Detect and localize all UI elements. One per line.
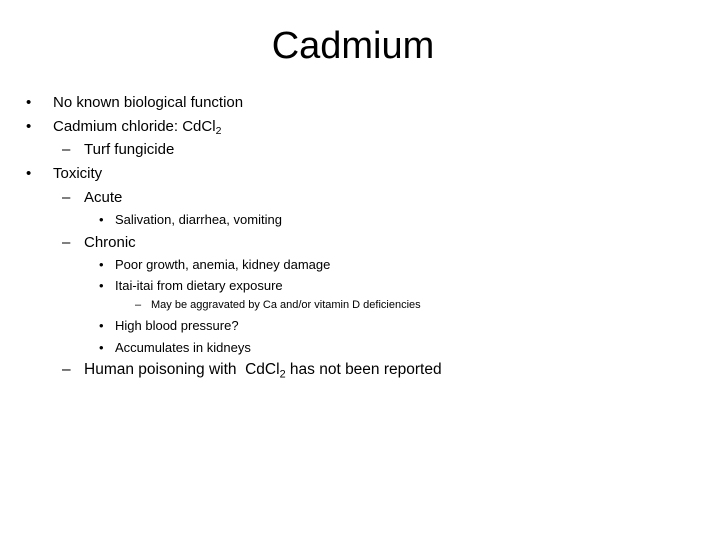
- bullet-dash: –: [62, 141, 71, 158]
- item-aggravated: May be aggravated by Ca and/or vitamin D deficiencies: [151, 299, 421, 311]
- item-blood-pressure: High blood pressure?: [115, 318, 239, 333]
- item-toxicity: Toxicity: [53, 165, 103, 182]
- item-chloride-subscript: 2: [215, 125, 222, 138]
- bullet-dash: –: [62, 189, 71, 206]
- bullet-dot: •: [26, 94, 32, 111]
- bullet-dot: •: [99, 212, 104, 227]
- item-kidneys: Accumulates in kidneys: [115, 340, 251, 355]
- bullet-dash: –: [62, 361, 71, 378]
- item-chronic: Chronic: [84, 234, 136, 251]
- item-acute-symptoms: Salivation, diarrhea, vomiting: [115, 212, 282, 227]
- bullet-dash: –: [62, 234, 71, 251]
- item-acute: Acute: [84, 189, 123, 206]
- bullet-dot: •: [99, 340, 104, 355]
- bullet-dot: •: [26, 165, 32, 182]
- bullet-dot: •: [26, 118, 32, 135]
- item-human-text: Human poisoning with CdCl: [84, 361, 280, 378]
- bullet-dot: •: [99, 257, 104, 272]
- item-chronic-growth: Poor growth, anemia, kidney damage: [115, 257, 331, 272]
- item-function: No known biological function: [53, 94, 244, 111]
- item-human-subscript: 2: [279, 368, 286, 381]
- bullet-dot: •: [99, 278, 104, 293]
- bullet-dash: –: [135, 299, 142, 311]
- item-human-suffix: has not been reported: [285, 361, 442, 378]
- slide-title: Cadmium: [271, 25, 435, 67]
- item-itai: Itai-itai from dietary exposure: [115, 278, 283, 293]
- item-chloride: [53, 118, 221, 136]
- item-chloride-text: Cadmium chloride: CdCl: [53, 118, 216, 135]
- bullet-dot: •: [99, 318, 104, 333]
- item-human-poisoning: [84, 360, 442, 380]
- item-fungicide: Turf fungicide: [84, 141, 175, 158]
